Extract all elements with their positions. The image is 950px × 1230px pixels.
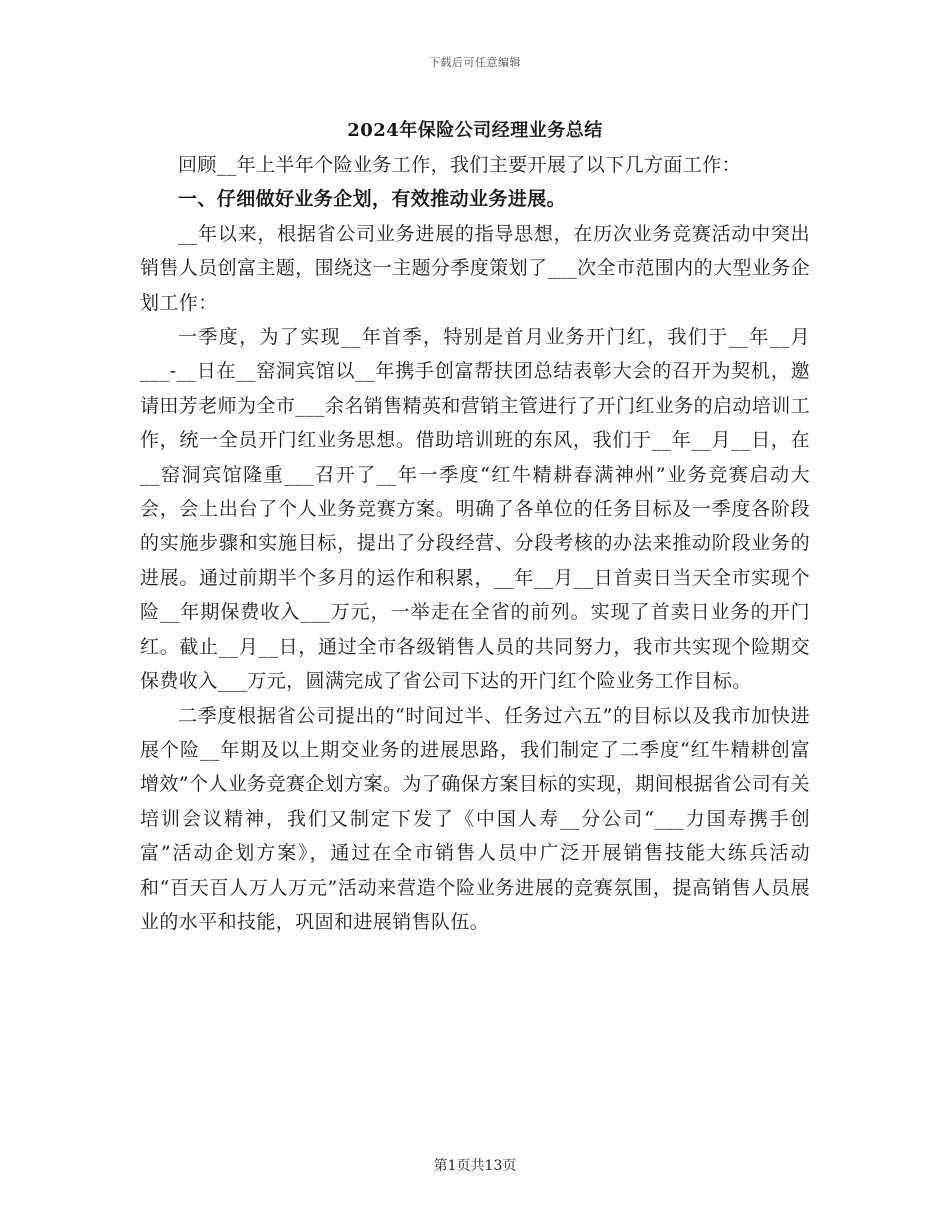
intro-paragraph: 回顾__年上半年个险业务工作，我们主要开展了以下几方面工作：: [178, 154, 742, 176]
paragraph-3: 二季度根据省公司提出的“时间过半、任务过六五”的目标以及我市加快进展个险__年期及以上期交业务的进展思路，我们制定了二季度“红牛精耕创富增效”个人业务竞赛企划方案。为了确保方案目标的实现，期间根据省公司有关培训会议精神，我们又制定下发了《中国人寿__分公司“___力国寿携手创富”活动企划方案》，通过在全市销售人员中广泛开展销售技能大练兵活动和“百天百人万人万元”活动来营造个险业务进展的竞赛氛围，提高销售人员展业的水平和技能，巩固和进展销售队伍。: [140, 704, 810, 933]
paragraph-2: 一季度，为了实现__年首季，特别是首月业务开门红，我们于__年__月___-__日在__窑洞宾馆以__年携手创富帮扶团总结表彰大会的召开为契机，邀请田芳老师为全市___余名销售精英和营销主管进行了开门红业务的启动培训工作，统一全员开门红业务思想。借助培训班的东风，我们于__年__月__日，在__窑洞宾馆隆重___召开了__年一季度“红牛精耕春满神州”业务竞赛启动大会，会上出台了个人业务竞赛方案。明确了各单位的任务目标及一季度各阶段的实施步骤和实施目标，提出了分段经营、分段考核的办法来推动阶段业务的进展。通过前期半个多月的运作和积累，__年__月__日首卖日当天全市实现个险__年期保费收入___万元，一举走在全省的前列。实现了首卖日业务的开门红。截止__月__日，通过全市各级销售人员的共同努力，我市共实现个险期交保费收入___万元，圆满完成了省公司下达的开门红个险业务工作目标。: [140, 326, 810, 693]
header-note: 下载后可任意编辑: [429, 56, 521, 69]
document-title: 2024年保险公司经理业务总结: [347, 120, 603, 141]
section-heading: 一、仔细做好业务企划，有效推动业务进展。: [178, 188, 567, 211]
paragraph-1: __年以来，根据省公司业务进展的指导思想，在历次业务竞赛活动中突出销售人员创富主题，围绕这一主题分季度策划了___次全市范围内的大型业务企划工作：: [140, 222, 810, 314]
document-body: [140, 148, 810, 939]
page-footer: 第1页共13页: [433, 1158, 517, 1174]
